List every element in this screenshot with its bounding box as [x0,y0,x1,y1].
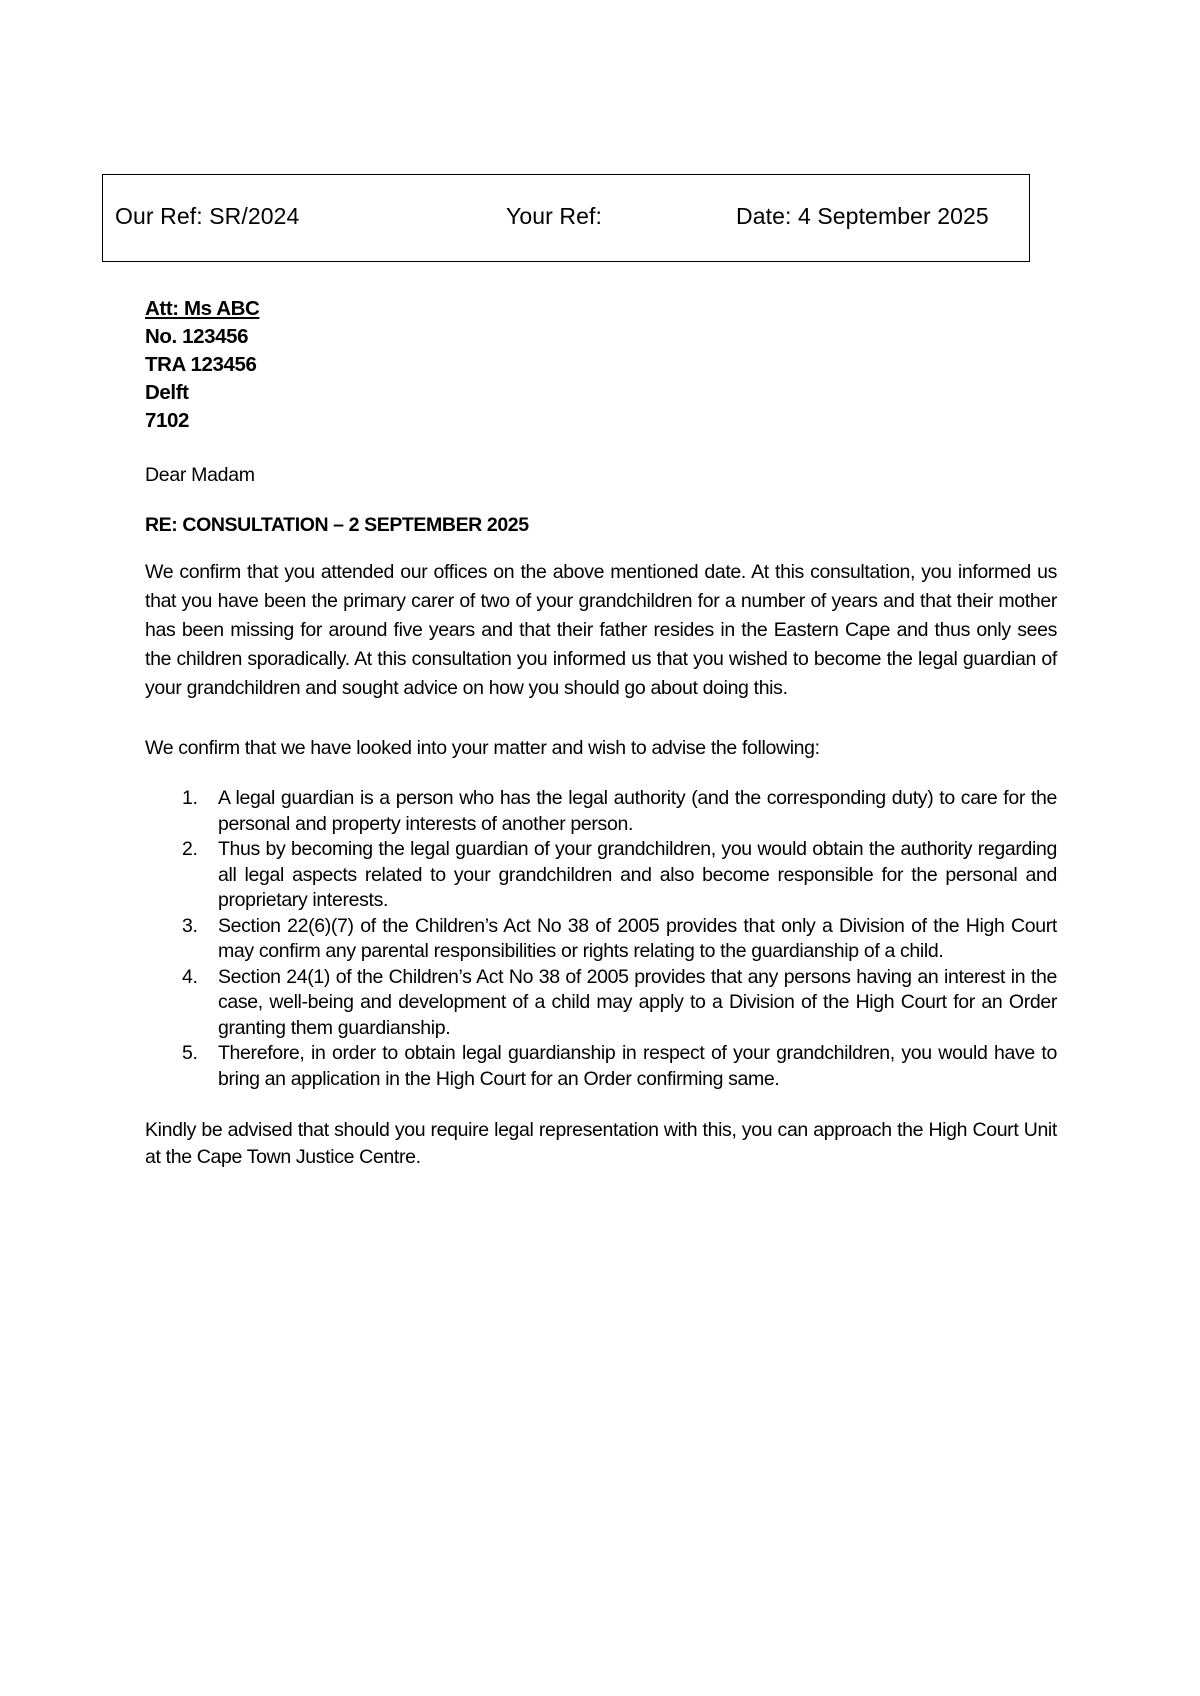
advice-item [145,1041,1057,1092]
advice-number: 3. [182,914,198,937]
advice-number: 2. [182,838,198,860]
advice-text: Therefore, in order to obtain legal guardianship in respect of your grandchildren, you would have to bring an application in the High Court for an Order confirming same. [218,1042,1057,1090]
letter-body [145,295,1057,1171]
advice-number: 1. [182,787,198,809]
advice-item [145,837,1057,914]
advice-item [145,965,1057,1042]
reference-box [102,174,1030,262]
recipient-address [145,295,1057,435]
our-reference: Our Ref: SR/2024 [115,203,300,229]
advice-text: Section 24(1) of the Children’s Act No 38 of 2005 provides that any persons having an interest in the case, well-being and development of a child may apply to a Division of the High Court for an Order granting them guardianship. [218,965,1057,1039]
advice-list [145,786,1057,1092]
advice-item [145,786,1057,837]
advice-intro: We confirm that we have looked into your matter and wish to advise the following: [145,737,820,759]
advice-number: 4. [182,965,198,988]
closing-paragraph: Kindly be advised that should you require legal representation with this, you can approach the High Court Unit at the Cape Town Justice Centre. [145,1119,1057,1168]
advice-text: A legal guardian is a person who has the legal authority (and the corresponding duty) to care for the personal and property interests of another person. [218,787,1057,835]
your-reference: Your Ref: [506,203,602,229]
consultation-paragraph: We confirm that you attended our offices on the above mentioned date. At this consultation, you informed us that you have been the primary carer of two of your grandchildren for a number of years and that their mother has been missing for around five years and that their father resides in the Eastern Cape and thus only sees the children sporadically. At this consultation you informed us that you wished to become the legal guardian of your grandchildren and sought advice on how you should go about doing this. [145,561,1057,699]
attention-line: Att: Ms ABC [145,297,260,320]
advice-item [145,914,1057,965]
advice-text: Thus by becoming the legal guardian of your grandchildren, you would obtain the authority regarding all legal aspects related to your grandchildren and also become responsible for the personal and proprietary interests. [218,838,1057,911]
salutation: Dear Madam [145,464,255,486]
advice-text: Section 22(6)(7) of the Children’s Act No 38 of 2005 provides that only a Division of the High Court may confirm any parental responsibilities or rights relating to the guardianship of a child. [218,914,1057,962]
advice-number: 5. [182,1042,198,1064]
address-line-2: TRA 123456 [145,353,257,376]
letter-date: Date: 4 September 2025 [736,203,989,229]
address-line-3: Delft [145,381,189,404]
address-line-4: 7102 [145,409,190,432]
subject-line: RE: CONSULTATION – 2 SEPTEMBER 2025 [145,514,529,536]
address-line-1: No. 123456 [145,325,249,348]
